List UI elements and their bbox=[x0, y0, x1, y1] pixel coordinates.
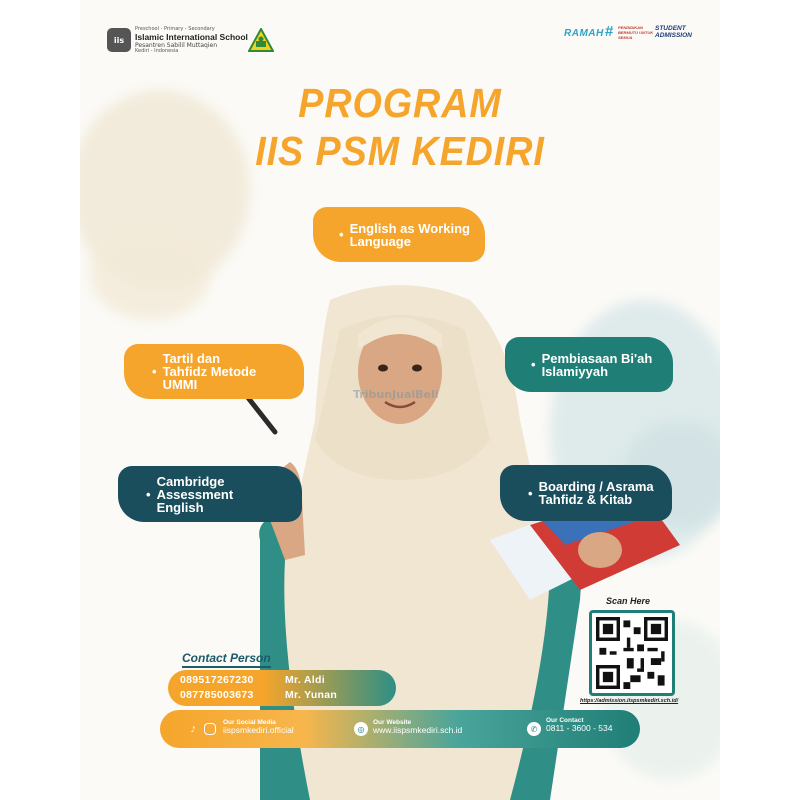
instagram-icon[interactable] bbox=[204, 723, 216, 735]
contact-name: Mr. Yunan bbox=[285, 689, 338, 701]
watermark-text: TribunJualBeli bbox=[353, 388, 439, 401]
qr-code-icon bbox=[596, 617, 668, 689]
school-location: Kediri - Indonesia bbox=[135, 48, 179, 55]
contact-row bbox=[180, 689, 338, 701]
admission-url[interactable]: https://admission.iispsmkediri.sch.id/ bbox=[580, 698, 679, 704]
program-pembiasaan-biah: • Pembiasaan Bi'ah Islamiyyah bbox=[505, 337, 673, 392]
contact-name: Mr. Aldi bbox=[285, 674, 325, 686]
contact-phone[interactable]: 089517267230 bbox=[180, 674, 254, 686]
poster-title-line2: IIS PSM KEDIRI bbox=[255, 128, 545, 174]
program-english-working-language: • English as Working Language bbox=[313, 207, 485, 262]
ramah-logo: RAMAH bbox=[564, 28, 604, 39]
hash-logo: # bbox=[605, 23, 614, 40]
poster-title-line1: PROGRAM bbox=[298, 80, 502, 126]
contact-phone[interactable]: 087785003673 bbox=[180, 689, 254, 701]
qr-code[interactable] bbox=[589, 610, 675, 696]
globe-icon: ◎ bbox=[354, 722, 368, 736]
student-admission-logo: STUDENT ADMISSION bbox=[655, 25, 692, 39]
social-media-info: Our Social Media iispsmkediri.official bbox=[223, 719, 294, 736]
scan-here-label: Scan Here bbox=[606, 596, 651, 606]
school-logo-icon: iis bbox=[107, 28, 131, 52]
website-info: Our Website www.iispsmkediri.sch.id bbox=[373, 719, 463, 736]
school-name: Islamic International School bbox=[135, 31, 248, 42]
contact-row bbox=[180, 674, 325, 686]
program-cambridge-assessment: • Cambridge Assessment English bbox=[118, 466, 302, 522]
admission-tagline: PENDIDIKAN BERMUTU UNTUK SEMUA bbox=[618, 25, 654, 40]
program-boarding-asrama: • Boarding / Asrama Tahfidz & Kitab bbox=[500, 465, 672, 521]
poster bbox=[80, 0, 720, 800]
contact-info: Our Contact 0811 - 3600 - 534 bbox=[546, 717, 613, 734]
school-levels: Preschool - Primary - Secondary bbox=[135, 26, 215, 32]
school-pesantren: Pesantren Sabilil Muttaqien bbox=[135, 41, 217, 49]
phone-icon: ✆ bbox=[527, 722, 541, 736]
program-tartil-tahfidz: • Tartil dan Tahfidz Metode UMMI bbox=[124, 344, 304, 399]
tiktok-icon[interactable]: ♪ bbox=[190, 724, 196, 734]
contact-person-title: Contact Person bbox=[182, 651, 271, 668]
